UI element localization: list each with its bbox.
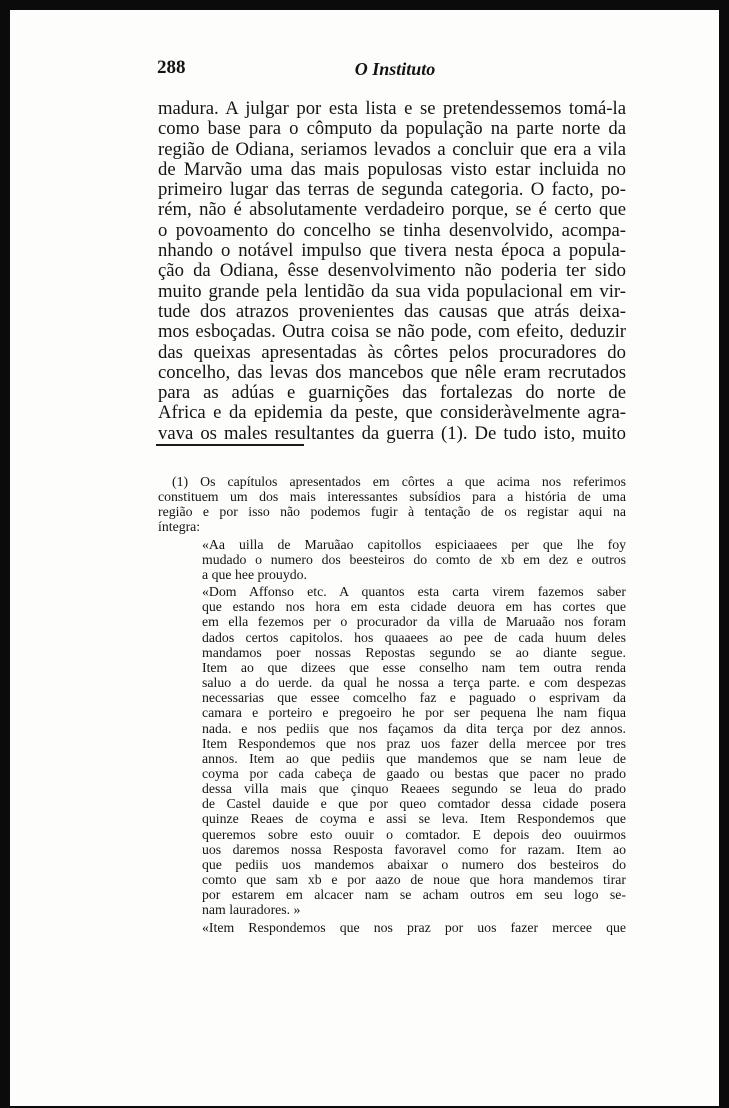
footnote-line: dados certos capitolos. hos quaaees ao pee de cada huum deles	[202, 629, 626, 645]
footnote-divider	[156, 444, 304, 446]
footnote-line: «Item Respondemos que nos praz por uos fazer mercee que	[202, 919, 626, 935]
footnote-line: região e por isso não podemos fugir à tentação de os registar aqui na	[158, 504, 626, 520]
text-line: primeiro lugar das terras de segunda categoria. O facto, po-	[158, 179, 626, 201]
text-line: o povoamento do concelho se tinha desenvolvido, acompa-	[158, 219, 626, 241]
footnote-line: íntegra:	[158, 519, 201, 535]
text-line: para as adúas e guarnições das fortalezas do norte de	[158, 382, 626, 404]
main-text	[158, 99, 626, 444]
footnote-line: em ella fezemos per o procurador da villa de Maruaão nos foram	[202, 614, 626, 630]
footnote	[158, 474, 626, 935]
text-line: região de Odiana, seriamos levados a concluir que era a vila	[158, 138, 626, 160]
footnote-line: «Dom Affonso etc. A quantos esta carta virem fazemos saber	[202, 584, 626, 600]
footnote-line: nam lauradores. »	[202, 902, 301, 918]
text-line: muito grande pela lentidão da sua vida populacional em vir-	[158, 280, 626, 302]
text-line: das queixas apresentadas às côrtes pelos procuradores do	[158, 341, 626, 363]
text-line: Africa e da epidemia da peste, que consideràvelmente agra-	[158, 402, 626, 424]
text-line: como base para o cômputo da população na parte norte da	[158, 118, 626, 140]
text-line: madura. A julgar por esta lista e se pretendessemos tomá-la	[158, 98, 626, 119]
footnote-quote-2	[158, 584, 626, 917]
footnote-line: uos daremos nossa Resposta favoravel como for razam. Item ao	[202, 841, 626, 857]
text-line: vava os males resultantes da guerra (1). De tudo isto, muito	[158, 422, 626, 444]
footnote-line: annos. Item ao que pediis que mandemos que se nam leue de	[202, 750, 626, 766]
text-line: de Marvão uma das mais populosas visto estar incluida no	[158, 158, 626, 180]
text-line: concelho, das levas dos mancebos que nêle eram recrutados	[158, 361, 626, 383]
page-number: 288	[157, 57, 186, 78]
footnote-line: dessa villa mais que çinquo Reaees segundo se leua do prado	[202, 781, 626, 797]
footnote-line: queremos sobre esto ouuir o comtador. E depois deo ouuirmos	[202, 826, 626, 842]
footnote-line: por estarem em alcacer nam se acham outros em seu logo se-	[202, 887, 626, 903]
footnote-line: a que hee prouydo.	[202, 566, 307, 582]
footnote-line: de Castel dauide e que por queo comtador dessa cidade posera	[202, 796, 626, 812]
footnote-line: que pediis uos mandemos abaixar o numero dos besteiros do	[202, 856, 626, 872]
text-line: ção da Odiana, êsse desenvolvimento não poderia ter sido	[158, 260, 626, 282]
text-line: tude dos atrazos provenientes das causas que atrás deixa-	[158, 300, 626, 322]
footnote-line: saluo a do uerde. da qual he nossa a terça parte. e com despezas	[202, 675, 626, 691]
footnote-line: comto que sam xb e por aazo de noue que hora mandemos tirar	[202, 872, 626, 888]
text-line: mos esboçadas. Outra coisa se não pode, com efeito, deduzir	[158, 321, 626, 343]
footnote-line: (1) Os capítulos apresentados em côrtes a que acima nos referimos	[172, 474, 626, 489]
footnote-line: necessarias que essee comcelho faz e paguado o esprivam da	[202, 690, 626, 706]
footnote-line: camara e porteiro e pregoeiro he por ser pequena lhe nam fiqua	[202, 705, 626, 721]
footnote-intro	[158, 474, 626, 535]
text-line: nhando o notável impulso que tivera nesta época a popula-	[158, 240, 626, 262]
text-line: rém, não é absolutamente verdadeiro porque, se é certo que	[158, 199, 626, 221]
footnote-quote-3	[158, 920, 626, 935]
footnote-line: Item ao que dizees que esse conselho nam tem outra renda	[202, 659, 626, 675]
footnote-line: nada. e nos pediis que nos façamos da dita terça por dez annos.	[202, 720, 626, 736]
footnote-line: «Aa uilla de Maruãao capitollos espiciaaees per que lhe foy	[202, 536, 626, 552]
footnote-line: Item Respondemos que nos praz uos fazer della mercee por tres	[202, 735, 626, 751]
running-title: O Instituto	[354, 59, 436, 79]
footnote-line: mandamos poer nossas Repostas segundo se ao diante segue.	[202, 644, 626, 660]
footnote-line: coyma por cada cabeça de gaado ou bestas que pacer no prado	[202, 765, 626, 781]
footnote-line: que estando nos hora em esta cidade deuora em has cortes que	[202, 599, 626, 615]
footnote-line: constituem um dos mais interessantes subsídios para a história de uma	[158, 489, 626, 505]
footnote-line: mudado o numero dos beesteiros do comto de xb em dez e outros	[202, 551, 626, 567]
footnote-quote-1	[158, 537, 626, 582]
page-header	[157, 57, 625, 87]
footnote-line: quinze Reaes de coyma e assi se leva. Item Respondemos que	[202, 811, 626, 827]
